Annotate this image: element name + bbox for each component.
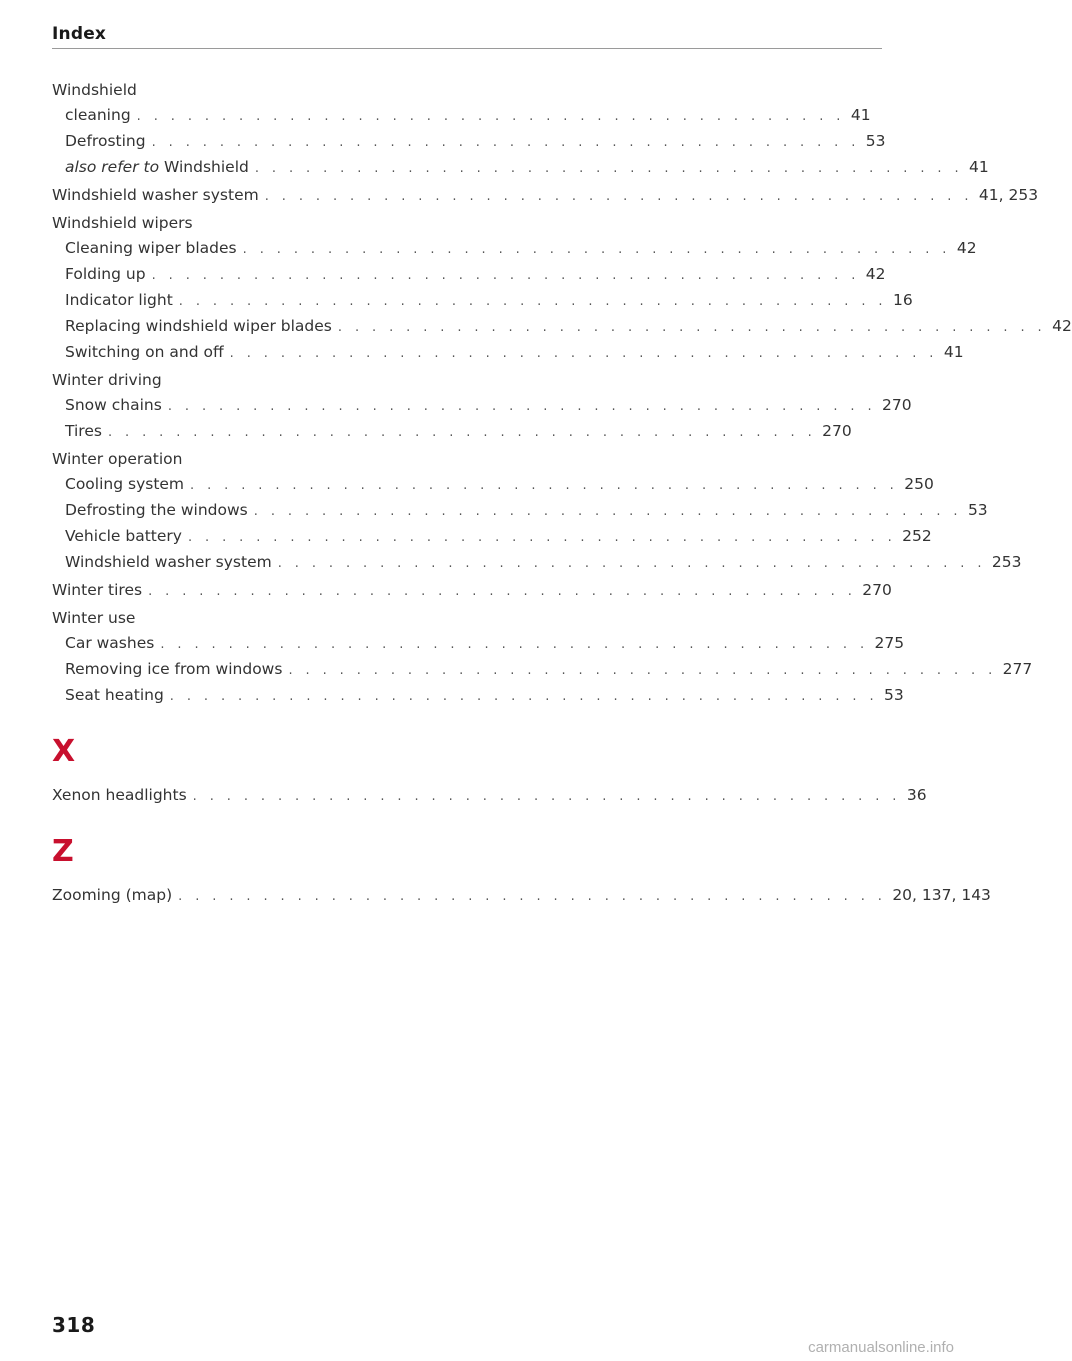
index-entry [52,393,912,419]
index-entry [52,103,871,129]
entry-pages: 41 [969,158,989,176]
cross-reference-prefix: also refer to [65,158,160,176]
entry-pages: 41 [850,106,871,124]
index-heading-wipers: Windshield wipers [52,214,193,232]
entry-term: Xenon headlights [52,786,187,804]
index-entry [52,524,932,550]
entry-term: Vehicle battery [65,527,182,545]
entry-term: Windshield washer system [65,553,272,571]
index-heading-winter-operation: Winter operation [52,450,183,468]
dot-leader: . . . . . . . . . . . . . . . . . . . . . . . . . . . . . . . . . . . . . . . . . . [151,268,860,283]
entry-pages: 277 [1002,660,1033,678]
index-entry [52,631,905,657]
section-letter-x: X [52,734,76,769]
index-entry [52,236,977,262]
dot-leader: . . . . . . . . . . . . . . . . . . . . . . . . . . . . . . . . . . . . . . . . . . [178,889,887,904]
index-heading-windshield: Windshield [52,81,137,99]
entry-term: Snow chains [65,396,162,414]
dot-leader: . . . . . . . . . . . . . . . . . . . . . . . . . . . . . . . . . . . . . . . . . . [160,637,869,652]
index-entry [52,498,988,524]
entry-term: Defrosting [65,132,146,150]
dot-leader: . . . . . . . . . . . . . . . . . . . . . . . . . . . . . . . . . . . . . . . . . . [242,242,951,257]
entry-term: Replacing windshield wiper blades [65,317,332,335]
entry-term: Windshield washer system [52,186,259,204]
page-number: 318 [52,1313,96,1337]
dot-leader: . . . . . . . . . . . . . . . . . . . . . . . . . . . . . . . . . . . . . . . . . . [253,504,962,519]
dot-leader: . . . . . . . . . . . . . . . . . . . . . . . . . . . . . . . . . . . . . . . . . . [178,294,887,309]
index-heading-winter-driving: Winter driving [52,371,162,389]
index-entry [52,472,934,498]
section-letter-z: Z [52,834,74,869]
entry-term: Indicator light [65,291,173,309]
dot-leader: . . . . . . . . . . . . . . . . . . . . . . . . . . . . . . . . . . . . . . . . . . [107,425,817,440]
dot-leader: . . . . . . . . . . . . . . . . . . . . . . . . . . . . . . . . . . . . . . . . . . [254,161,964,176]
entry-term: Car washes [65,634,155,652]
entry-pages: 252 [902,527,932,545]
entry-term: cleaning [65,106,131,124]
index-entry [52,288,913,314]
header-title: Index [52,24,107,44]
dot-leader: . . . . . . . . . . . . . . . . . . . . . . . . . . . . . . . . . . . . . . . . . . [277,556,986,571]
index-entry [52,262,886,288]
dot-leader: . . . . . . . . . . . . . . . . . . . . . . . . . . . . . . . . . . . . . . . . . . [148,584,857,599]
entry-pages: 41, 253 [978,186,1039,204]
dot-leader: . . . . . . . . . . . . . . . . . . . . . . . . . . . . . . . . . . . . . . . . . . [169,689,878,704]
entry-pages: 250 [904,475,934,493]
entry-term: Removing ice from windows [65,660,283,678]
entry-term: Cleaning wiper blades [65,239,237,257]
index-entry [52,550,1022,576]
dot-leader: . . . . . . . . . . . . . . . . . . . . . . . . . . . . . . . . . . . . . . . . . . [337,320,1047,335]
entry-pages: 53 [967,501,988,519]
index-entry [52,883,991,909]
dot-leader: . . . . . . . . . . . . . . . . . . . . . . . . . . . . . . . . . . . . . . . . . . [192,789,901,804]
entry-pages: 36 [906,786,927,804]
entry-term: Cooling system [65,475,185,493]
index-entry [52,783,927,809]
dot-leader: . . . . . . . . . . . . . . . . . . . . . . . . . . . . . . . . . . . . . . . . . . [151,135,860,150]
watermark: carmanualsonline.info [808,1339,954,1356]
index-entry [52,657,1033,683]
entry-pages: 270 [822,422,852,440]
index-entry [52,129,886,155]
dot-leader: . . . . . . . . . . . . . . . . . . . . . . . . . . . . . . . . . . . . . . . . . . [187,530,897,545]
entry-term: Seat heating [65,686,164,704]
entry-term: Folding up [65,265,146,283]
index-entry [52,578,892,604]
dot-leader: . . . . . . . . . . . . . . . . . . . . . . . . . . . . . . . . . . . . . . . . . . [288,663,997,678]
entry-pages: 42 [1052,317,1072,335]
index-heading-winter-use: Winter use [52,609,136,627]
entry-pages: 53 [883,686,904,704]
cross-reference-target: Windshield [164,158,249,176]
page-header [52,24,882,49]
entry-term: Switching on and off [65,343,224,361]
entry-pages: 42 [956,239,977,257]
dot-leader: . . . . . . . . . . . . . . . . . . . . . . . . . . . . . . . . . . . . . . . . . . [136,109,845,124]
index-entry [52,183,1039,209]
entry-term: Tires [65,422,102,440]
entry-pages: 53 [865,132,886,150]
dot-leader: . . . . . . . . . . . . . . . . . . . . . . . . . . . . . . . . . . . . . . . . . . [229,346,938,361]
index-entry [52,314,1072,340]
index-entry [52,155,989,181]
entry-pages: 270 [882,396,912,414]
entry-pages: 275 [874,634,905,652]
dot-leader: . . . . . . . . . . . . . . . . . . . . . . . . . . . . . . . . . . . . . . . . . . [264,189,973,204]
entry-pages: 20, 137, 143 [892,886,991,904]
index-column [52,76,1072,909]
entry-pages: 16 [892,291,913,309]
index-entry [52,340,964,366]
entry-pages: 41 [943,343,964,361]
index-entry [52,419,852,445]
dot-leader: . . . . . . . . . . . . . . . . . . . . . . . . . . . . . . . . . . . . . . . . . . [167,399,876,414]
entry-pages: 253 [991,553,1022,571]
entry-term [65,155,249,180]
dot-leader: . . . . . . . . . . . . . . . . . . . . . . . . . . . . . . . . . . . . . . . . . . [190,478,899,493]
entry-term: Defrosting the windows [65,501,248,519]
entry-term: Winter tires [52,581,143,599]
entry-term: Zooming (map) [52,886,173,904]
entry-pages: 42 [865,265,886,283]
entry-pages: 270 [862,581,892,599]
index-entry [52,683,904,709]
